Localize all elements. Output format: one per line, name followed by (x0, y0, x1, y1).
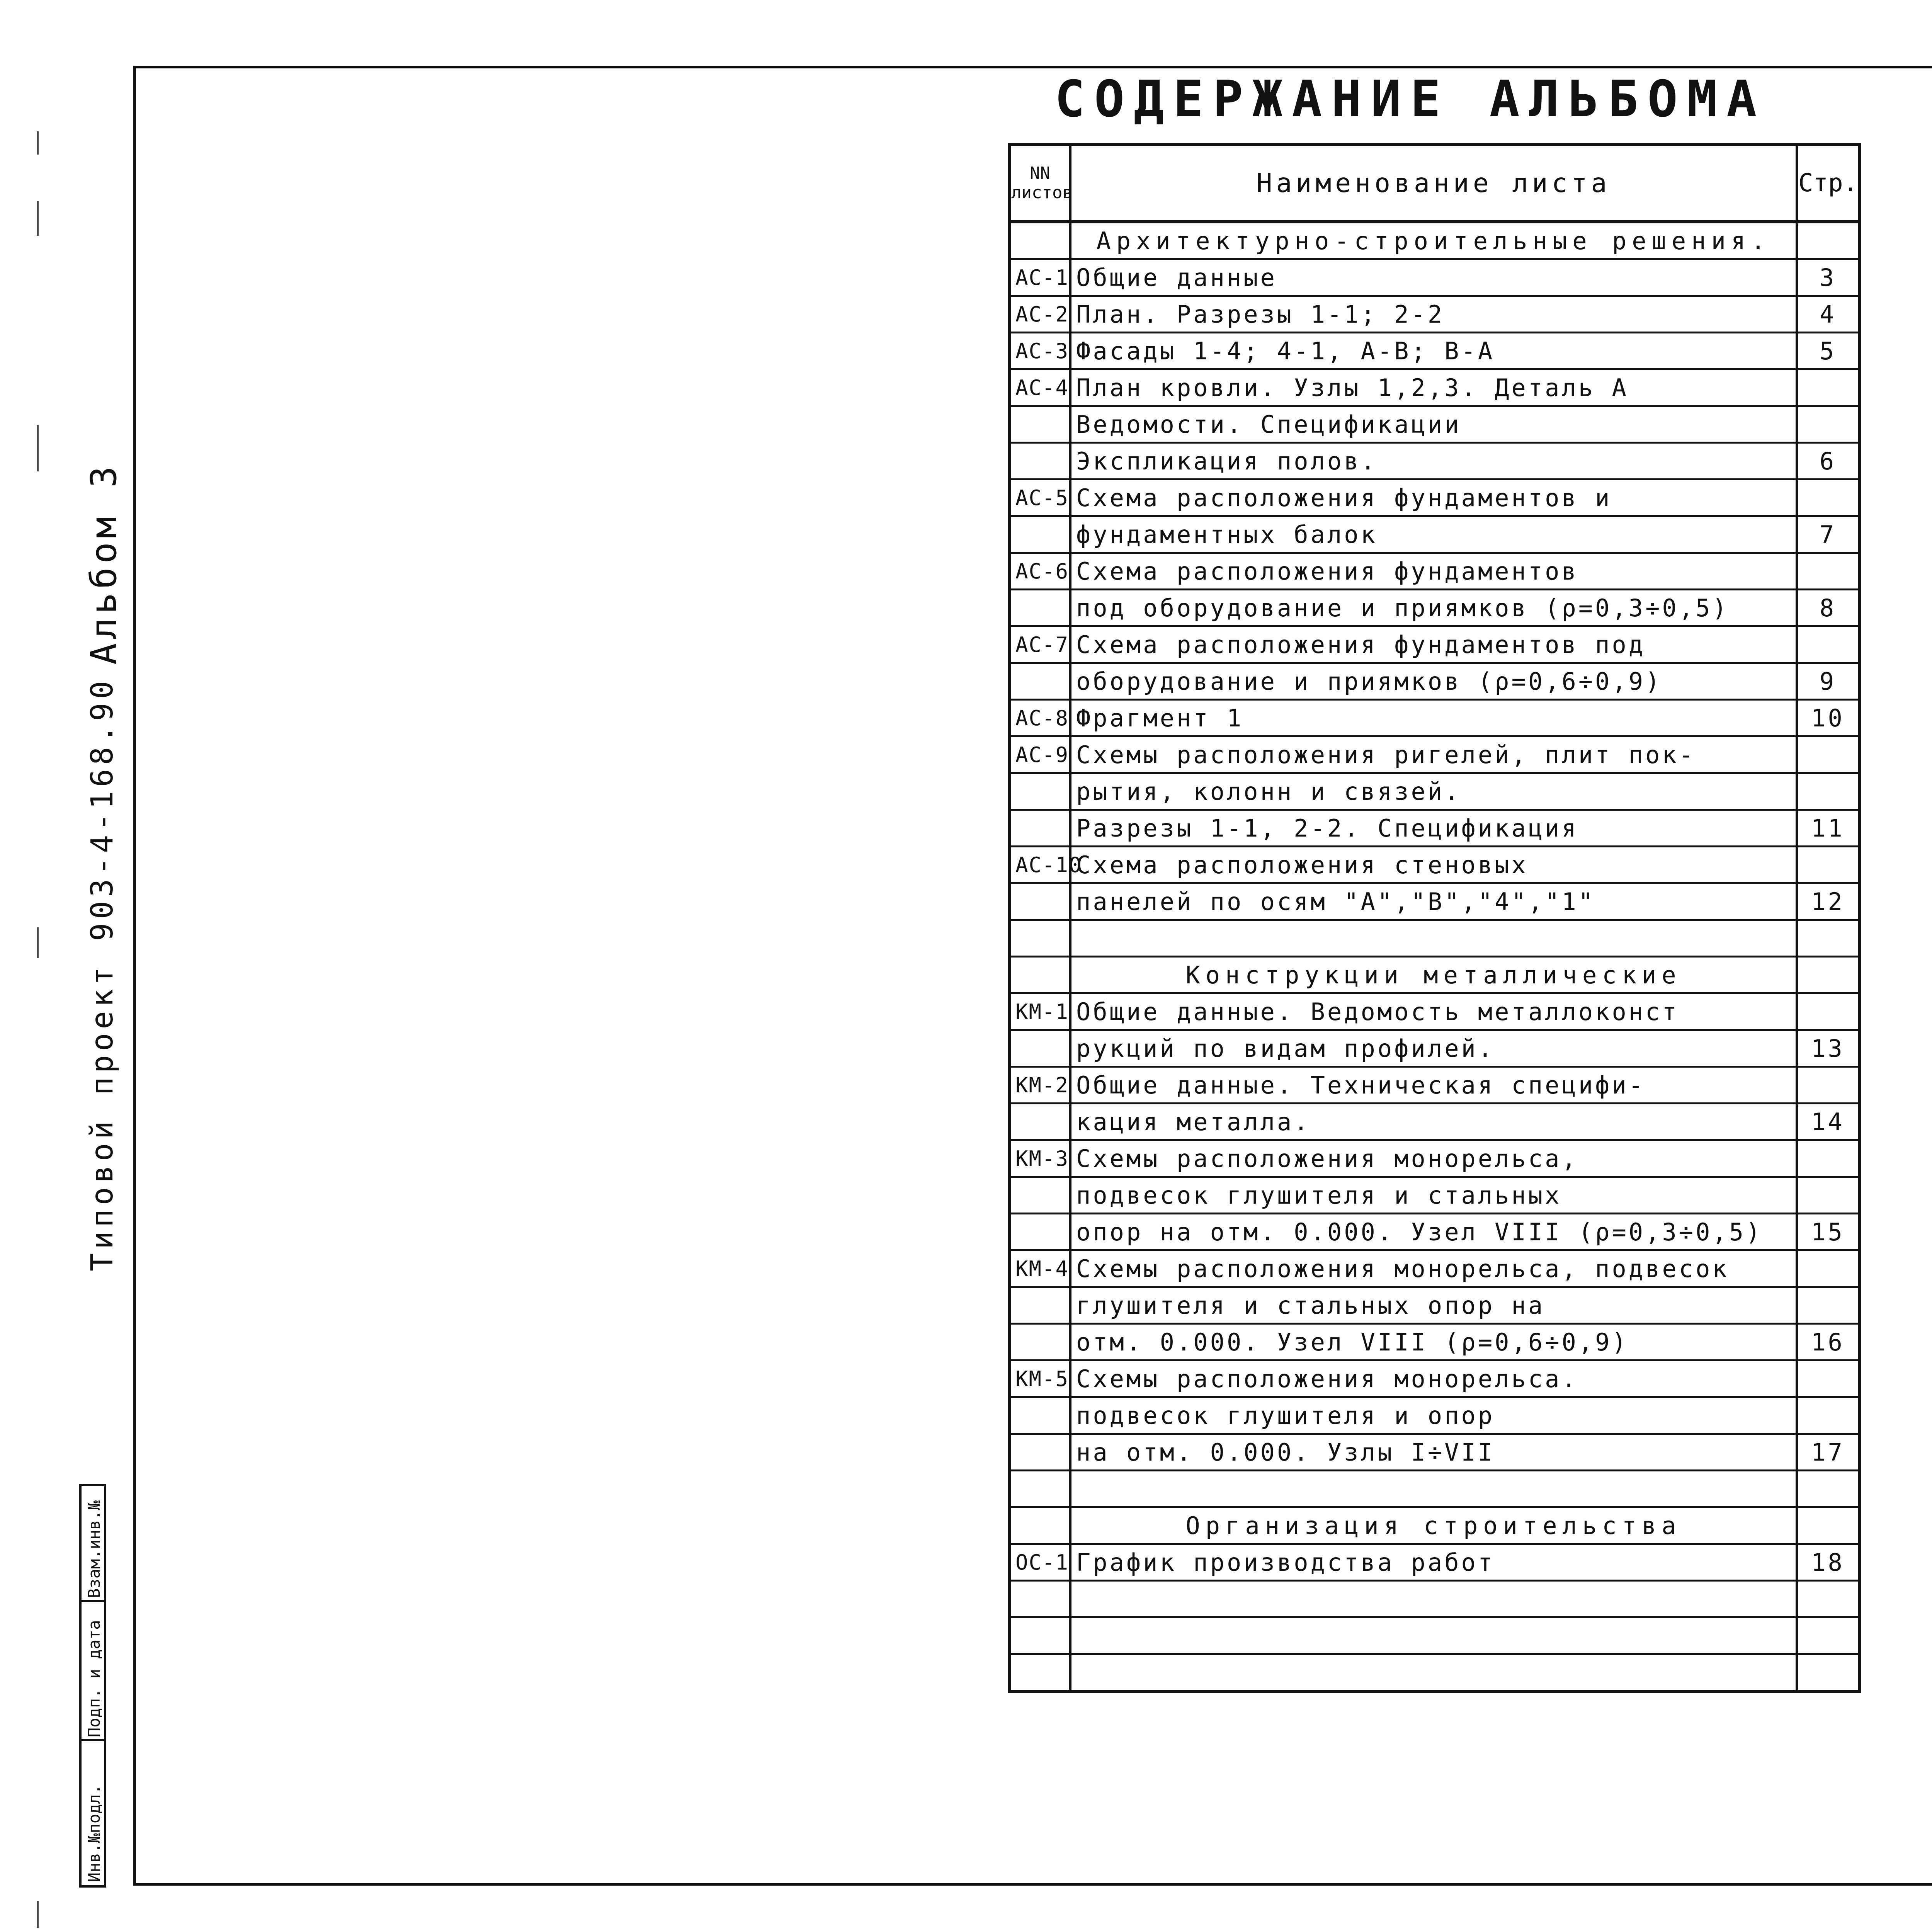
sheet-name-cell: кация металла. (1070, 1104, 1797, 1140)
sheet-name-cell: Общие данные (1070, 259, 1797, 296)
page-number-cell (1797, 1581, 1859, 1617)
sheet-name-cell: подвесок глушителя и стальных (1070, 1177, 1797, 1214)
page-title: СОДЕРЖАНИЕ АЛЬБОМА (1054, 70, 1766, 128)
page-number-cell (1797, 1140, 1859, 1177)
table-row (1009, 1617, 1859, 1654)
sheet-code-cell: КМ-4 (1009, 1250, 1070, 1287)
sheet-name-cell: Схема расположения фундаментов и (1070, 480, 1797, 516)
table-row (1009, 920, 1859, 957)
sheet-code-cell (1009, 1507, 1070, 1544)
table-row (1009, 736, 1859, 773)
sheet-code-cell (1009, 406, 1070, 443)
table-row (1009, 333, 1859, 369)
page-number-cell: 14 (1797, 1104, 1859, 1140)
sheet-code-cell (1009, 443, 1070, 480)
page-number-cell: 5 (1797, 333, 1859, 369)
sheet-code-cell (1009, 1030, 1070, 1067)
page-number-cell (1797, 736, 1859, 773)
sheet-code-cell: ОС-1 (1009, 1544, 1070, 1581)
margin-mark (37, 201, 39, 236)
sheet-name-cell: План кровли. Узлы 1,2,3. Деталь А (1070, 369, 1797, 406)
sheet-name-cell: Схема расположения фундаментов (1070, 553, 1797, 590)
page-number-cell (1797, 406, 1859, 443)
table-row (1009, 1067, 1859, 1104)
page-number-cell (1797, 847, 1859, 883)
stamp-cell (82, 1741, 104, 1885)
table-row (1009, 1030, 1859, 1067)
section-row (1009, 957, 1859, 993)
page-number-cell (1797, 957, 1859, 993)
sheet-name-cell: на отм. 0.000. Узлы I÷VII (1070, 1434, 1797, 1471)
table-row (1009, 516, 1859, 553)
table-row (1009, 1250, 1859, 1287)
sheet-name-cell: под оборудование и приямков (ρ=0,3÷0,5) (1070, 590, 1797, 626)
page-number-cell (1797, 1397, 1859, 1434)
sheet-code-cell (1009, 810, 1070, 847)
table-row (1009, 810, 1859, 847)
table-row (1009, 406, 1859, 443)
page-number-cell (1797, 1250, 1859, 1287)
page-number-cell: 15 (1797, 1214, 1859, 1250)
stamp-cell-label: Взам.инв.№ (85, 1500, 104, 1598)
sheet-name-cell: Схемы расположения монорельса, подвесок (1070, 1250, 1797, 1287)
sheet-code-cell: АС-8 (1009, 700, 1070, 736)
sheet-code-cell (1009, 1177, 1070, 1214)
table-row (1009, 1177, 1859, 1214)
sheet-code-cell: АС-7 (1009, 626, 1070, 663)
page-number-cell (1797, 1177, 1859, 1214)
sheet-name-cell: опор на отм. 0.000. Узел VIII (ρ=0,3÷0,5) (1070, 1214, 1797, 1250)
sheet-code-cell (1009, 1104, 1070, 1140)
sheet-code-cell (1009, 1581, 1070, 1617)
sheet-name-cell: фундаментных балок (1070, 516, 1797, 553)
sheet-code-cell (1009, 773, 1070, 810)
table-row (1009, 1581, 1859, 1617)
sheet-code-cell (1009, 222, 1070, 259)
sheet-name-cell: оборудование и приямков (ρ=0,6÷0,9) (1070, 663, 1797, 700)
table-row (1009, 883, 1859, 920)
sheet-name-cell: Общие данные. Техническая специфи- (1070, 1067, 1797, 1104)
table-body (1009, 222, 1859, 1691)
sheet-name-cell: глушителя и стальных опор на (1070, 1287, 1797, 1324)
page-number-cell: 3 (1797, 259, 1859, 296)
sheet-code-cell (1009, 1324, 1070, 1361)
page-number-cell: 9 (1797, 663, 1859, 700)
table-row (1009, 369, 1859, 406)
sheet-name-cell (1070, 1471, 1797, 1507)
table-row (1009, 1397, 1859, 1434)
sheet-code-cell: АС-2 (1009, 296, 1070, 333)
sheet-code-cell (1009, 590, 1070, 626)
project-label: Типовой проект 903-4-168.90 (85, 677, 120, 1271)
sheet-name-cell: Экспликация полов. (1070, 443, 1797, 480)
sheet-name-cell (1070, 1581, 1797, 1617)
header-page: Стр. (1797, 145, 1859, 222)
table-row (1009, 1654, 1859, 1692)
sheet-name-cell: Конструкции металлические (1070, 957, 1797, 993)
page-number-cell (1797, 1654, 1859, 1692)
page-number-cell: 18 (1797, 1544, 1859, 1581)
header-sheet-name: Наименование листа (1070, 145, 1797, 222)
margin-mark (37, 425, 39, 471)
page-number-cell (1797, 1361, 1859, 1397)
sheet-name-cell: Ведомости. Спецификации (1070, 406, 1797, 443)
sheet-code-cell: АС-5 (1009, 480, 1070, 516)
sheet-code-cell: АС-9 (1009, 736, 1070, 773)
page-number-cell (1797, 553, 1859, 590)
sheet-code-cell: КМ-2 (1009, 1067, 1070, 1104)
sheet-code-cell (1009, 1617, 1070, 1654)
page-number-cell (1797, 1287, 1859, 1324)
page-number-cell (1797, 1067, 1859, 1104)
sheet-name-cell: рукций по видам профилей. (1070, 1030, 1797, 1067)
table-row (1009, 663, 1859, 700)
sheet-name-cell: Схемы расположения монорельса, (1070, 1140, 1797, 1177)
page-number-cell (1797, 993, 1859, 1030)
stamp-cell (82, 1486, 104, 1602)
page-number-cell: 16 (1797, 1324, 1859, 1361)
sheet-name-cell (1070, 1654, 1797, 1692)
page-number-cell (1797, 222, 1859, 259)
sheet-code-cell (1009, 1214, 1070, 1250)
sheet-name-cell: График производства работ (1070, 1544, 1797, 1581)
contents-table (1008, 143, 1861, 1693)
stamp-cell (82, 1602, 104, 1741)
sheet-code-cell: КМ-5 (1009, 1361, 1070, 1397)
sheet-code-cell (1009, 920, 1070, 957)
margin-mark (37, 131, 39, 155)
sheet-name-cell: Схемы расположения монорельса. (1070, 1361, 1797, 1397)
sheet-name-cell: План. Разрезы 1-1; 2-2 (1070, 296, 1797, 333)
table-row (1009, 480, 1859, 516)
sheet-code-cell (1009, 1654, 1070, 1692)
sheet-code-cell (1009, 957, 1070, 993)
sheet-code-cell: АС-6 (1009, 553, 1070, 590)
table-row (1009, 553, 1859, 590)
stamp-block (79, 1484, 106, 1888)
sheet-code-cell (1009, 1434, 1070, 1471)
album-label: Альбом 3 (83, 462, 124, 665)
page-number-cell: 8 (1797, 590, 1859, 626)
margin-mark (37, 927, 39, 958)
page-number-cell (1797, 1471, 1859, 1507)
sheet-name-cell (1070, 1617, 1797, 1654)
page-number-cell: 11 (1797, 810, 1859, 847)
sheet-code-cell: КМ-3 (1009, 1140, 1070, 1177)
header-sheet-number: NN листов (1009, 145, 1070, 222)
page-number-cell: 13 (1797, 1030, 1859, 1067)
table-row (1009, 259, 1859, 296)
page-number-cell: 4 (1797, 296, 1859, 333)
sheet-code-cell (1009, 1471, 1070, 1507)
table-row (1009, 993, 1859, 1030)
table-row (1009, 1214, 1859, 1250)
section-row (1009, 222, 1859, 259)
table-row (1009, 1140, 1859, 1177)
table-row (1009, 1361, 1859, 1397)
sheet-code-cell (1009, 1397, 1070, 1434)
sheet-name-cell: Организация строительства (1070, 1507, 1797, 1544)
page-number-cell (1797, 626, 1859, 663)
sheet-name-cell: Схема расположения фундаментов под (1070, 626, 1797, 663)
table-row (1009, 626, 1859, 663)
margin-mark (37, 1901, 39, 1928)
sheet-code-cell: АС-1 (1009, 259, 1070, 296)
sheet-code-cell: АС-3 (1009, 333, 1070, 369)
page-number-cell: 10 (1797, 700, 1859, 736)
table-header-row (1009, 145, 1859, 222)
table-row (1009, 1287, 1859, 1324)
sheet-name-cell: Архитектурно-строительные решения. (1070, 222, 1797, 259)
sheet-code-cell (1009, 516, 1070, 553)
page-number-cell (1797, 773, 1859, 810)
sheet-name-cell (1070, 920, 1797, 957)
sheet-name-cell: Схемы расположения ригелей, плит пок- (1070, 736, 1797, 773)
sheet-name-cell: рытия, колонн и связей. (1070, 773, 1797, 810)
sheet-name-cell: отм. 0.000. Узел VIII (ρ=0,6÷0,9) (1070, 1324, 1797, 1361)
table-row (1009, 1471, 1859, 1507)
page-number-cell (1797, 480, 1859, 516)
sheet-name-cell: Общие данные. Ведомость металлоконст (1070, 993, 1797, 1030)
table-row (1009, 1544, 1859, 1581)
page-number-cell (1797, 369, 1859, 406)
table-row (1009, 847, 1859, 883)
sheet-code-cell: АС-10 (1009, 847, 1070, 883)
page-number-cell: 17 (1797, 1434, 1859, 1471)
sheet-name-cell: Разрезы 1-1, 2-2. Спецификация (1070, 810, 1797, 847)
page-number-cell: 7 (1797, 516, 1859, 553)
sheet-name-cell: Фрагмент 1 (1070, 700, 1797, 736)
sheet-code-cell: АС-4 (1009, 369, 1070, 406)
sheet-name-cell: подвесок глушителя и опор (1070, 1397, 1797, 1434)
sheet-code-cell (1009, 883, 1070, 920)
table-row (1009, 700, 1859, 736)
stamp-cell-label: Подп. и дата (85, 1620, 104, 1737)
sheet-code-cell (1009, 1287, 1070, 1324)
page-number-cell (1797, 920, 1859, 957)
sheet-code-cell (1009, 663, 1070, 700)
section-row (1009, 1507, 1859, 1544)
table-row (1009, 1324, 1859, 1361)
page-number-cell (1797, 1507, 1859, 1544)
sheet-name-cell: Схема расположения стеновых (1070, 847, 1797, 883)
table-row (1009, 443, 1859, 480)
table-row (1009, 1104, 1859, 1140)
sheet-name-cell: Фасады 1-4; 4-1, А-В; В-А (1070, 333, 1797, 369)
page-number-cell: 12 (1797, 883, 1859, 920)
page-number-cell (1797, 1617, 1859, 1654)
sheet-code-cell: КМ-1 (1009, 993, 1070, 1030)
table-row (1009, 296, 1859, 333)
page-number-cell: 6 (1797, 443, 1859, 480)
sheet-name-cell: панелей по осям "А","В","4","1" (1070, 883, 1797, 920)
table-row (1009, 1434, 1859, 1471)
table-row (1009, 590, 1859, 626)
stamp-cell-label: Инв.№подл. (85, 1784, 104, 1882)
table-row (1009, 773, 1859, 810)
